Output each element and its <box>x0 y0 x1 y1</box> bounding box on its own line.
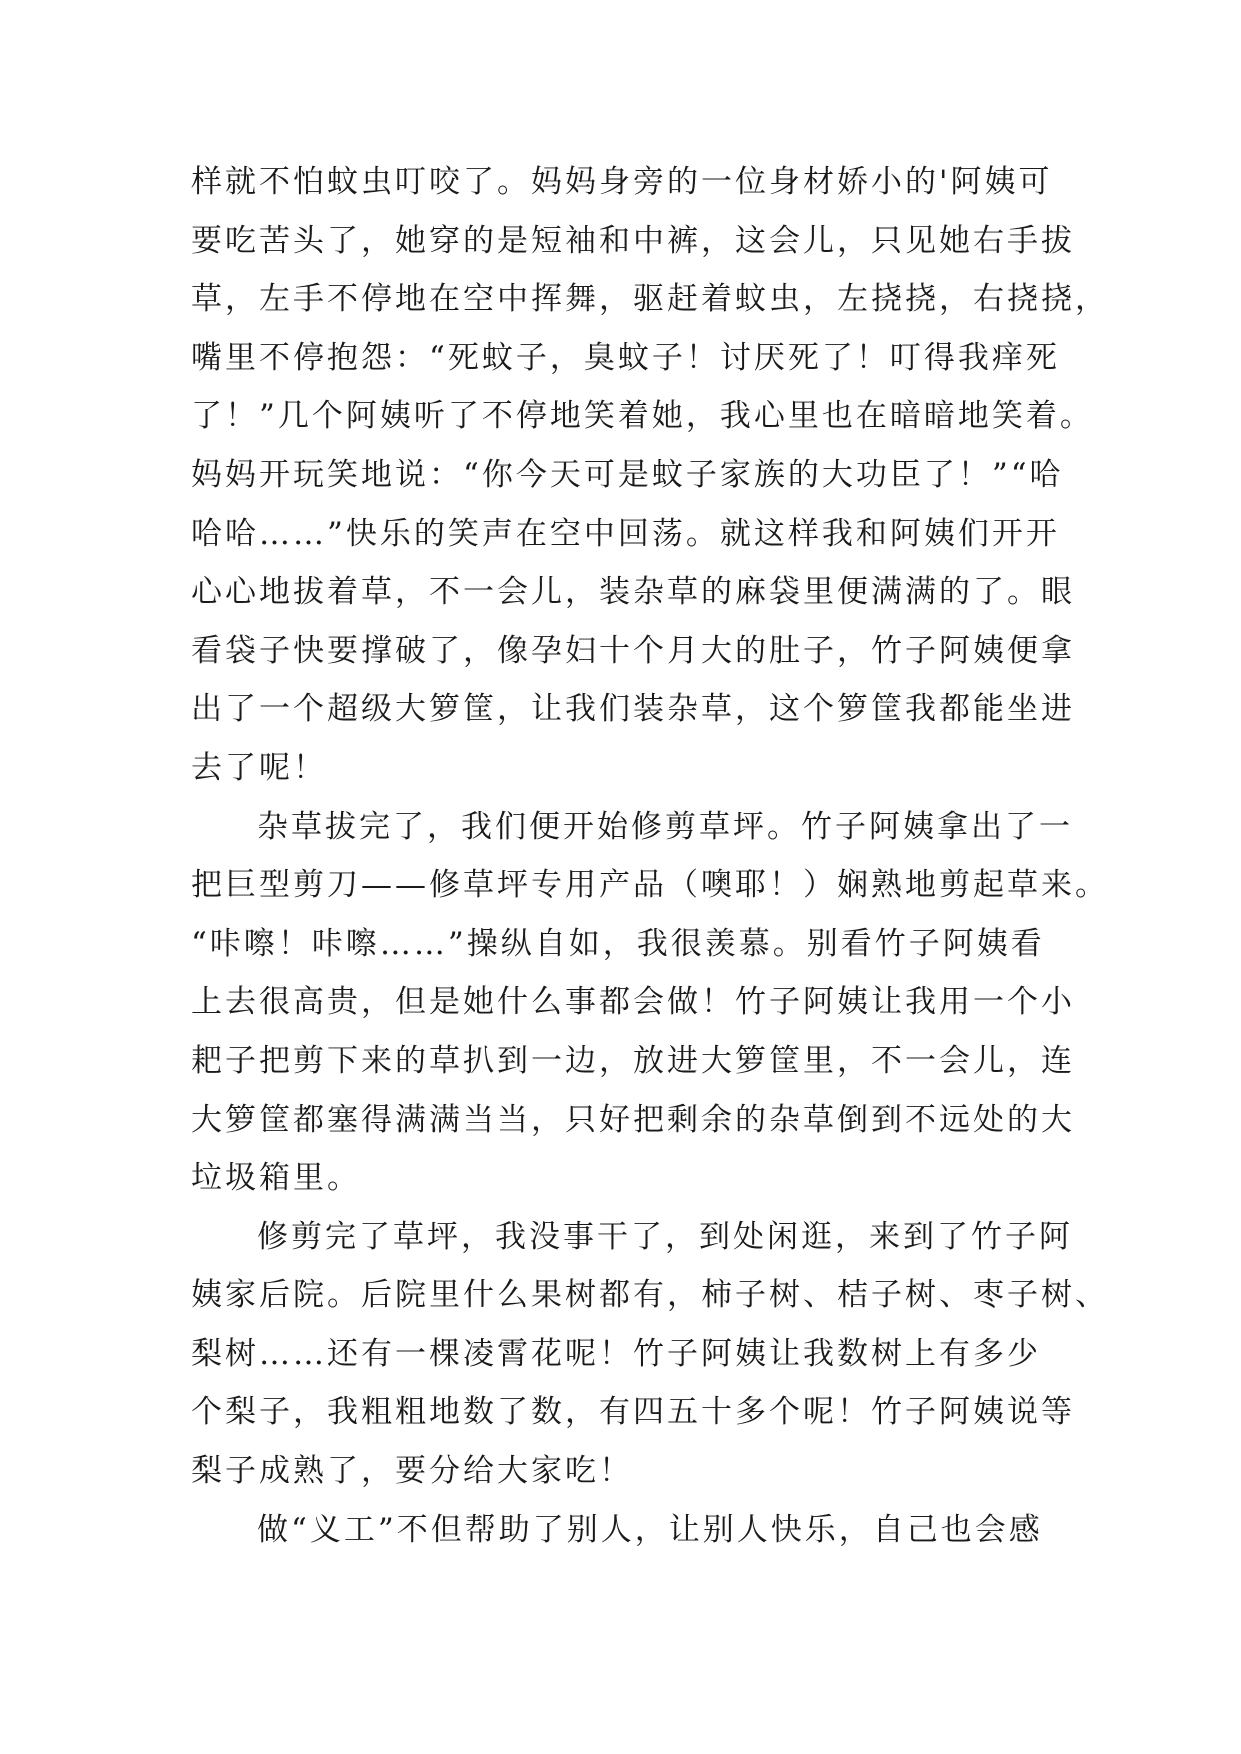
text-line: 把巨型剪刀——修草坪专用产品（噢耶！）娴熟地剪起草来。 <box>191 867 1109 904</box>
text-line: 去了呢！ <box>191 749 327 786</box>
text-line: 个梨子，我粗粗地数了数，有四五十多个呢！竹子阿姨说等 <box>191 1394 1075 1431</box>
text-line: 垃圾箱里。 <box>191 1160 361 1197</box>
text-line: 大箩筐都塞得满满当当，只好把剩余的杂草倒到不远处的大 <box>191 1101 1075 1138</box>
body-text <box>191 153 1111 1559</box>
text-line: 了！”几个阿姨听了不停地笑着她，我心里也在暗暗地笑着。 <box>191 398 1094 435</box>
text-line: 姨家后院。后院里什么果树都有，柿子树、桔子树、枣子树、 <box>191 1277 1109 1314</box>
paragraph-first-line: 杂草拔完了，我们便开始修剪草坪。竹子阿姨拿出了一 <box>257 808 1073 845</box>
text-line: 嘴里不停抱怨：“死蚊子，臭蚊子！讨厌死了！叮得我痒死 <box>191 339 1060 376</box>
paragraph-first-line: 修剪完了草坪，我没事干了，到处闲逛，来到了竹子阿 <box>257 1218 1073 1255</box>
text-line: 心心地拔着草，不一会儿，装杂草的麻袋里便满满的了。眼 <box>191 574 1075 611</box>
text-line: 哈哈……”快乐的笑声在空中回荡。就这样我和阿姨们开开 <box>191 515 1060 552</box>
text-line: 要吃苦头了，她穿的是短袖和中裤，这会儿，只见她右手拔 <box>191 222 1075 259</box>
text-line: 梨树……还有一棵凌霄花呢！竹子阿姨让我数树上有多少 <box>191 1335 1041 1372</box>
text-line: 梨子成熟了，要分给大家吃！ <box>191 1453 633 1490</box>
text-line: 样就不怕蚊虫叮咬了。妈妈身旁的一位身材娇小的'阿姨可 <box>191 164 1053 200</box>
text-line: 上去很高贵，但是她什么事都会做！竹子阿姨让我用一个小 <box>191 984 1075 1021</box>
text-line: 耙子把剪下来的草扒到一边，放进大箩筐里，不一会儿，连 <box>191 1042 1075 1079</box>
text-line: 看袋子快要撑破了，像孕妇十个月大的肚子，竹子阿姨便拿 <box>191 632 1075 669</box>
paragraph-first-line: 做“义工”不但帮助了别人，让别人快乐，自己也会感 <box>257 1511 1043 1548</box>
text-line: 妈妈开玩笑地说：“你今天可是蚊子家族的大功臣了！”“哈 <box>191 456 1064 493</box>
text-line: 出了一个超级大箩筐，让我们装杂草，这个箩筐我都能坐进 <box>191 691 1075 728</box>
text-line: “咔嚓！咔嚓……”操纵自如，我很羡慕。别看竹子阿姨看 <box>191 925 1045 962</box>
text-line: 草，左手不停地在空中挥舞，驱赶着蚊虫，左挠挠，右挠挠， <box>191 281 1109 318</box>
